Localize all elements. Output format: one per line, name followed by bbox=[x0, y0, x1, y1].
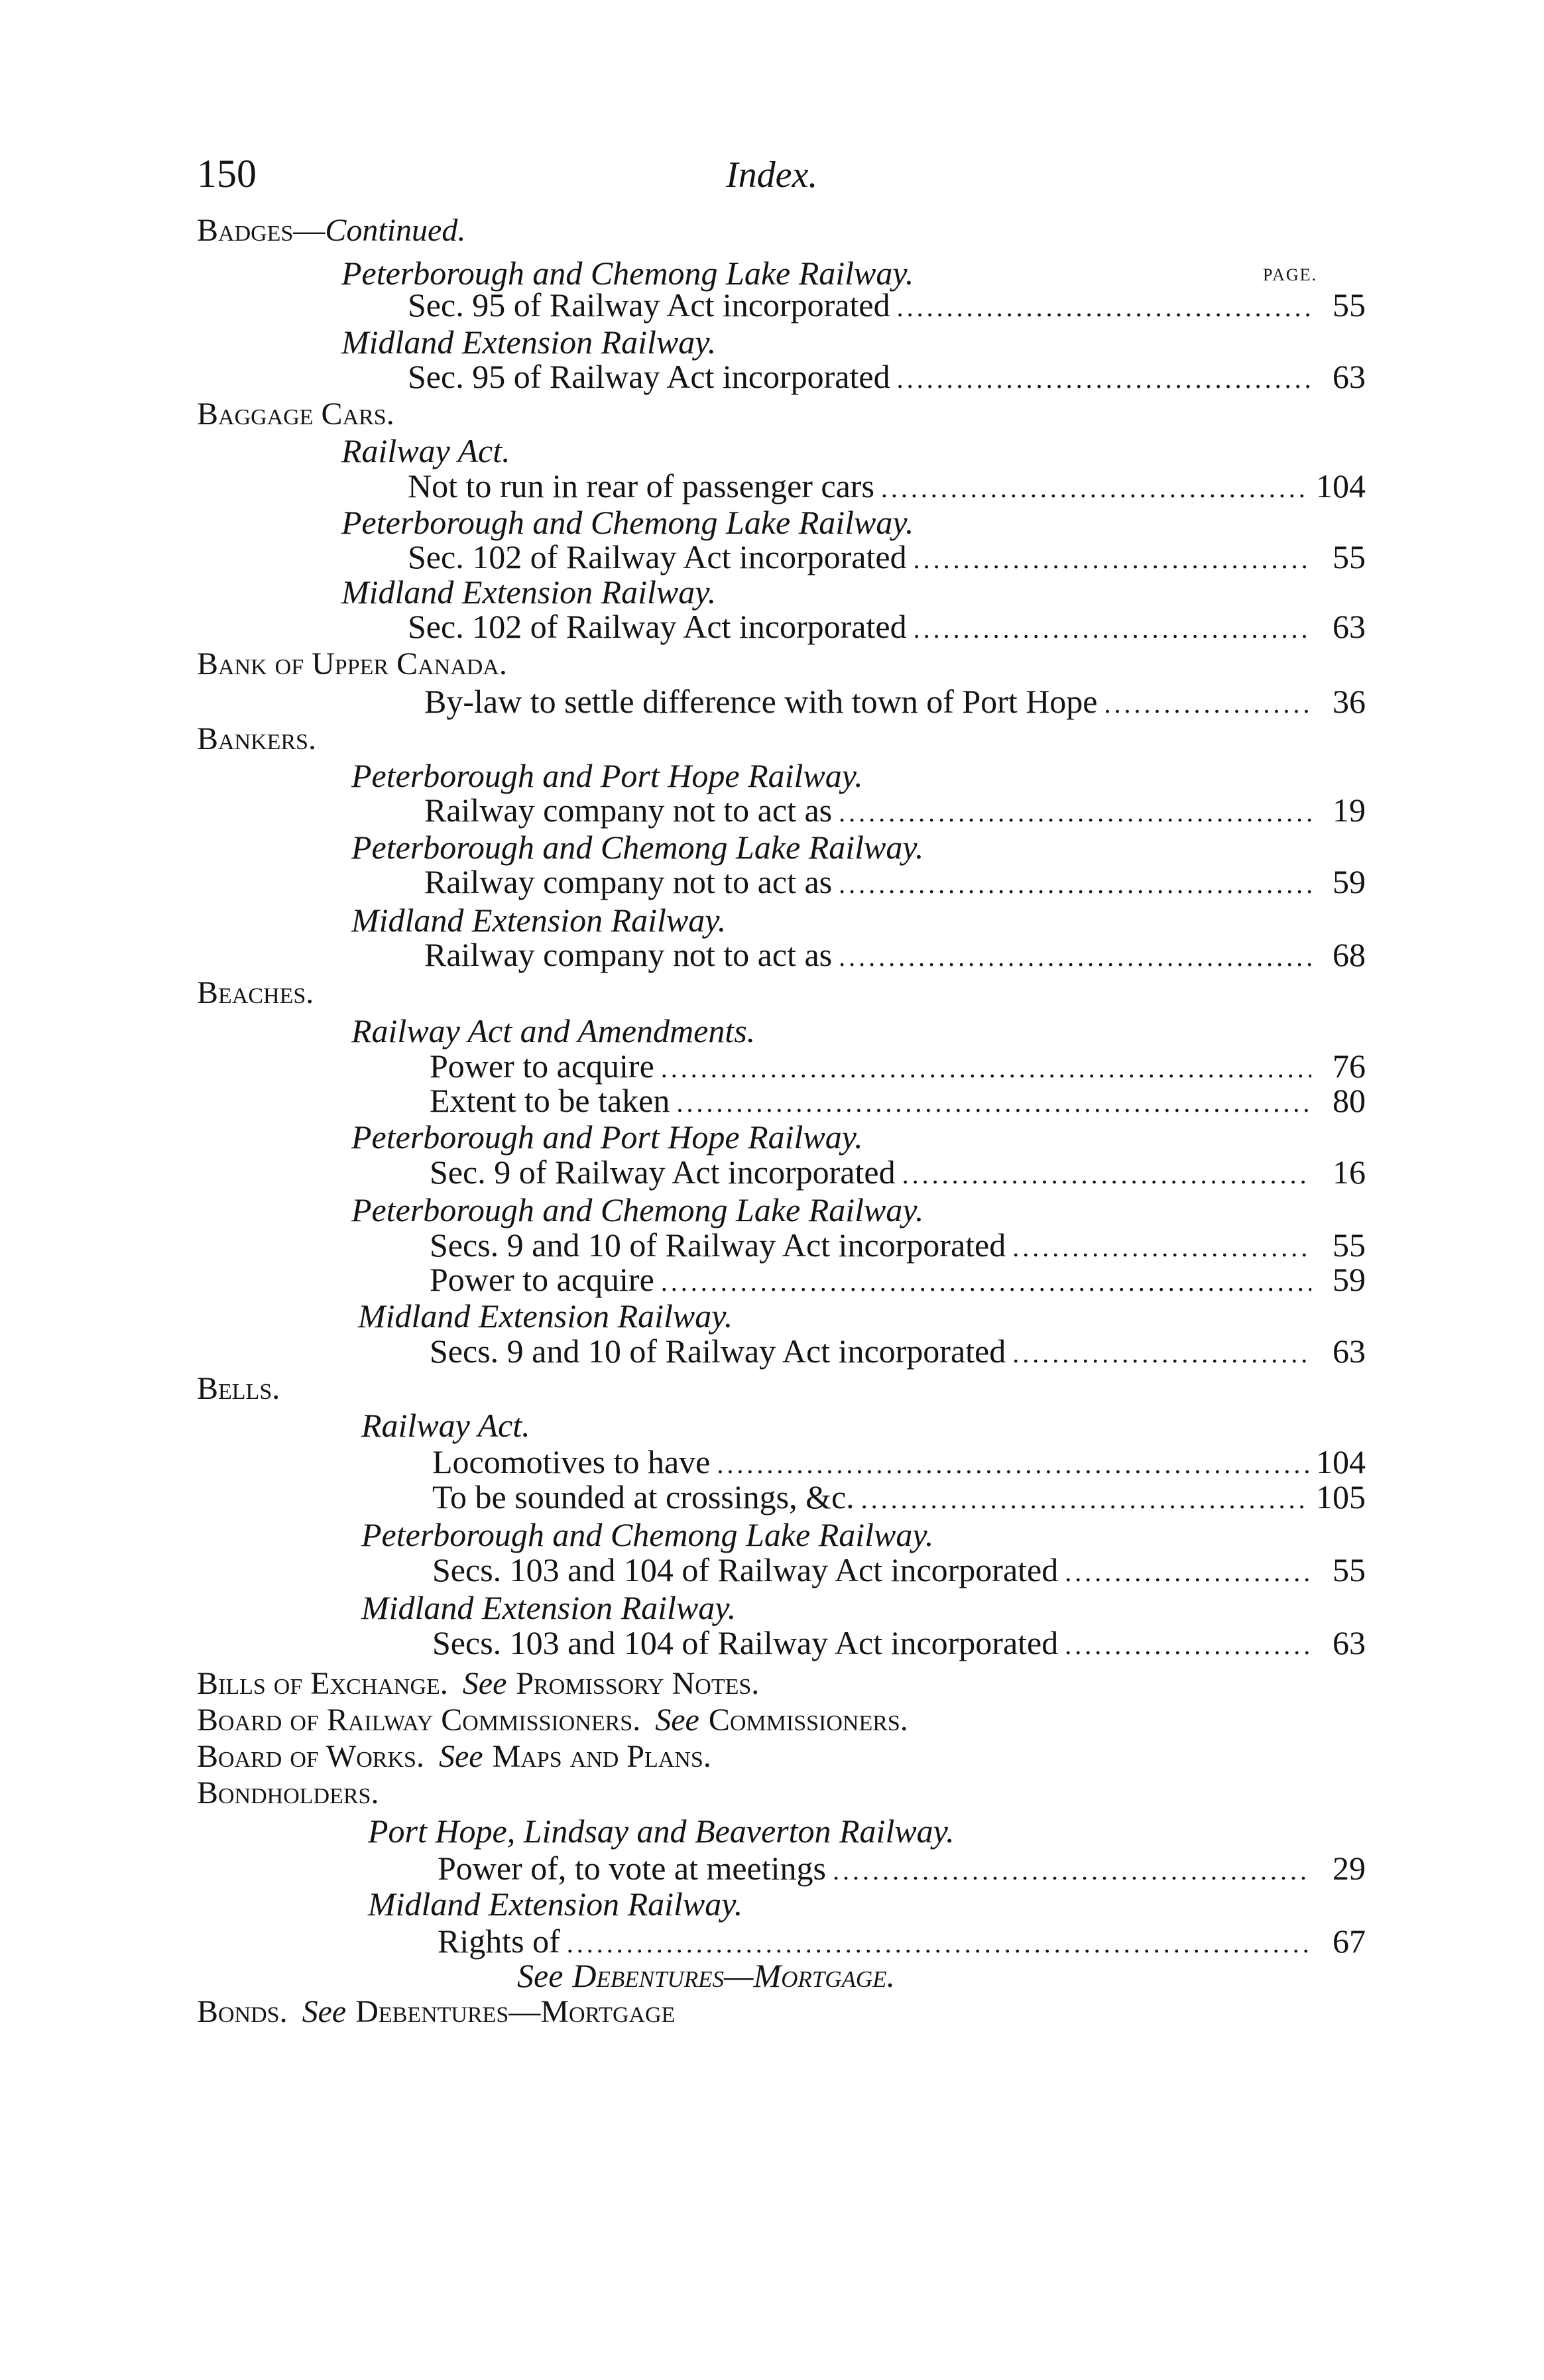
dot-leader bbox=[881, 469, 1309, 508]
entry-text: Power to acquire bbox=[430, 1047, 654, 1085]
index-entry bbox=[438, 1921, 1366, 1961]
index-entry bbox=[432, 1623, 1366, 1663]
index-entry bbox=[424, 862, 1366, 902]
entry-text: Rights of bbox=[438, 1923, 560, 1960]
see-label: See bbox=[462, 1666, 507, 1701]
index-heading bbox=[197, 211, 465, 251]
dot-leader bbox=[897, 359, 1311, 399]
page-reference: 16 bbox=[1333, 1154, 1366, 1191]
see-label: See bbox=[517, 1957, 564, 1994]
entry-text: Railway company not to act as bbox=[424, 936, 833, 973]
dot-leader bbox=[839, 937, 1311, 977]
index-entry bbox=[424, 790, 1366, 830]
index-subheading: Peterborough and Port Hope Railway. bbox=[351, 1118, 863, 1156]
index-entry bbox=[408, 466, 1366, 506]
index-subheading: Midland Extension Railway. bbox=[351, 902, 727, 939]
dot-leader bbox=[839, 793, 1311, 833]
entry-text: Sec. 102 of Railway Act incorporated bbox=[408, 538, 907, 575]
index-subheading: Peterborough and Port Hope Railway. bbox=[351, 757, 863, 794]
index-subheading: Peterborough and Chemong Lake Railway. bbox=[341, 255, 914, 292]
dot-leader bbox=[897, 288, 1311, 327]
entry-text: Sec. 102 of Railway Act incorporated bbox=[408, 608, 907, 645]
index-heading bbox=[197, 1992, 675, 2032]
page-reference: 104 bbox=[1316, 1443, 1366, 1480]
index-entry bbox=[438, 1848, 1366, 1888]
index-subheading: Midland Extension Railway. bbox=[361, 1589, 737, 1626]
index-heading bbox=[197, 1369, 280, 1409]
index-subheading: Midland Extension Railway. bbox=[341, 573, 717, 611]
dot-leader bbox=[1012, 1334, 1311, 1374]
page-reference: 63 bbox=[1333, 1624, 1366, 1661]
index-entry bbox=[408, 357, 1366, 396]
index-subheading: Port Hope, Lindsay and Beaverton Railway. bbox=[368, 1813, 955, 1850]
page-reference: 80 bbox=[1333, 1082, 1366, 1119]
index-entry bbox=[432, 1442, 1366, 1482]
running-title: Index. bbox=[726, 154, 818, 196]
index-heading bbox=[197, 973, 314, 1013]
entry-text: Power of, to vote at meetings bbox=[438, 1850, 826, 1887]
heading-text: Board of Railway Commissioners. bbox=[197, 1702, 641, 1738]
entry-text: Railway company not to act as bbox=[424, 863, 833, 900]
heading-text: Bills of Exchange. bbox=[197, 1666, 448, 1701]
index-entry bbox=[432, 1550, 1366, 1590]
page-reference: 63 bbox=[1333, 1333, 1366, 1370]
heading-text: Badges— bbox=[197, 213, 326, 248]
dot-leader bbox=[1104, 684, 1311, 724]
dot-leader bbox=[1065, 1626, 1311, 1665]
dot-leader bbox=[833, 1851, 1311, 1891]
index-subheading: Midland Extension Railway. bbox=[368, 1885, 743, 1923]
cross-reference: Promissory Notes. bbox=[516, 1666, 760, 1701]
page-reference: 76 bbox=[1333, 1047, 1366, 1085]
entry-text: Secs. 103 and 104 of Railway Act incorporated bbox=[432, 1624, 1059, 1661]
index-entry bbox=[430, 1046, 1366, 1086]
index-entry bbox=[408, 285, 1366, 325]
index-subheading: Railway Act and Amendments. bbox=[351, 1012, 756, 1049]
entry-text: Sec. 95 of Railway Act incorporated bbox=[408, 358, 890, 395]
index-entry bbox=[430, 1225, 1366, 1265]
index-entry bbox=[408, 537, 1366, 577]
page-reference: 36 bbox=[1333, 683, 1366, 720]
page-reference: 105 bbox=[1316, 1478, 1366, 1516]
index-subheading: Midland Extension Railway. bbox=[358, 1297, 733, 1335]
page-column-label: PAGE. bbox=[1263, 265, 1318, 284]
index-entry bbox=[408, 607, 1366, 646]
cross-reference: Debentures—Mortgage bbox=[355, 1994, 676, 2029]
see-also-line bbox=[517, 1956, 895, 1995]
index-entry bbox=[430, 1260, 1366, 1299]
heading-text: Baggage Cars. bbox=[197, 396, 394, 432]
heading-text: Board of Works. bbox=[197, 1739, 424, 1774]
page-number: 150 bbox=[197, 152, 257, 196]
see-label: See bbox=[438, 1739, 483, 1774]
entry-text: Secs. 103 and 104 of Railway Act incorporated bbox=[432, 1551, 1059, 1588]
entry-text: Sec. 9 of Railway Act incorporated bbox=[430, 1154, 896, 1191]
page-reference: 67 bbox=[1333, 1923, 1366, 1960]
index-subheading: Railway Act. bbox=[361, 1407, 530, 1444]
index-subheading: Peterborough and Chemong Lake Railway. bbox=[351, 829, 924, 866]
heading-text: Bankers. bbox=[197, 721, 317, 756]
dot-leader bbox=[914, 609, 1311, 649]
page-reference: 63 bbox=[1333, 358, 1366, 395]
page-reference: 63 bbox=[1333, 608, 1366, 645]
index-heading bbox=[197, 644, 507, 684]
cross-reference: Maps and Plans. bbox=[492, 1739, 711, 1774]
dot-leader bbox=[839, 864, 1311, 904]
heading-text: Bells. bbox=[197, 1371, 280, 1406]
entry-text: Railway company not to act as bbox=[424, 792, 833, 829]
page-reference: 29 bbox=[1333, 1850, 1366, 1887]
index-entry bbox=[424, 935, 1366, 975]
entry-text: Secs. 9 and 10 of Railway Act incorporated bbox=[430, 1333, 1006, 1370]
see-label: See bbox=[655, 1702, 699, 1738]
dot-leader bbox=[1065, 1553, 1311, 1592]
index-subheading: Railway Act. bbox=[341, 432, 510, 469]
entry-text: Sec. 95 of Railway Act incorporated bbox=[408, 286, 890, 324]
entry-text: To be sounded at crossings, &c. bbox=[432, 1478, 855, 1516]
page-reference: 19 bbox=[1333, 792, 1366, 829]
index-subheading: Peterborough and Chemong Lake Railway. bbox=[361, 1516, 934, 1553]
page-reference: 55 bbox=[1333, 1226, 1366, 1264]
heading-continued: Continued. bbox=[325, 213, 466, 248]
index-heading bbox=[197, 394, 394, 434]
index-entry bbox=[430, 1331, 1366, 1371]
index-entry bbox=[432, 1477, 1366, 1517]
dot-leader bbox=[861, 1480, 1309, 1519]
page-reference: 55 bbox=[1333, 286, 1366, 324]
heading-text: Bondholders. bbox=[197, 1775, 379, 1811]
entry-text: Locomotives to have bbox=[432, 1443, 711, 1480]
index-heading bbox=[197, 1664, 759, 1704]
cross-reference: Debentures—Mortgage. bbox=[572, 1957, 896, 1994]
cross-reference: Commissioners. bbox=[708, 1702, 908, 1738]
index-entry bbox=[430, 1152, 1366, 1192]
entry-text: By-law to settle difference with town of Port Hope bbox=[424, 683, 1098, 720]
entry-text: Extent to be taken bbox=[430, 1082, 670, 1119]
page-reference: 59 bbox=[1333, 863, 1366, 900]
page-reference: 68 bbox=[1333, 936, 1366, 973]
entry-text: Power to acquire bbox=[430, 1261, 654, 1298]
entry-text: Secs. 9 and 10 of Railway Act incorporated bbox=[430, 1226, 1006, 1264]
page-reference: 55 bbox=[1333, 1551, 1366, 1588]
index-entry bbox=[424, 682, 1366, 721]
index-heading bbox=[197, 1737, 711, 1777]
entry-text: Not to run in rear of passenger cars bbox=[408, 467, 874, 505]
page-reference: 59 bbox=[1333, 1261, 1366, 1298]
heading-text: Bonds. bbox=[197, 1994, 288, 2029]
index-heading bbox=[197, 1773, 379, 1813]
dot-leader bbox=[914, 540, 1311, 579]
dot-leader bbox=[661, 1262, 1311, 1302]
see-label: See bbox=[302, 1994, 347, 2029]
page-reference: 104 bbox=[1316, 467, 1366, 505]
page-reference: 55 bbox=[1333, 538, 1366, 575]
index-subheading: Peterborough and Chemong Lake Railway. bbox=[341, 504, 914, 541]
index-entry bbox=[430, 1081, 1366, 1120]
index-heading bbox=[197, 719, 316, 759]
index-subheading: Midland Extension Railway. bbox=[341, 324, 717, 361]
heading-text: Bank of Upper Canada. bbox=[197, 646, 507, 682]
index-subheading: Peterborough and Chemong Lake Railway. bbox=[351, 1191, 924, 1228]
dot-leader bbox=[902, 1155, 1311, 1195]
heading-text: Beaches. bbox=[197, 975, 314, 1010]
index-heading bbox=[197, 1700, 908, 1740]
